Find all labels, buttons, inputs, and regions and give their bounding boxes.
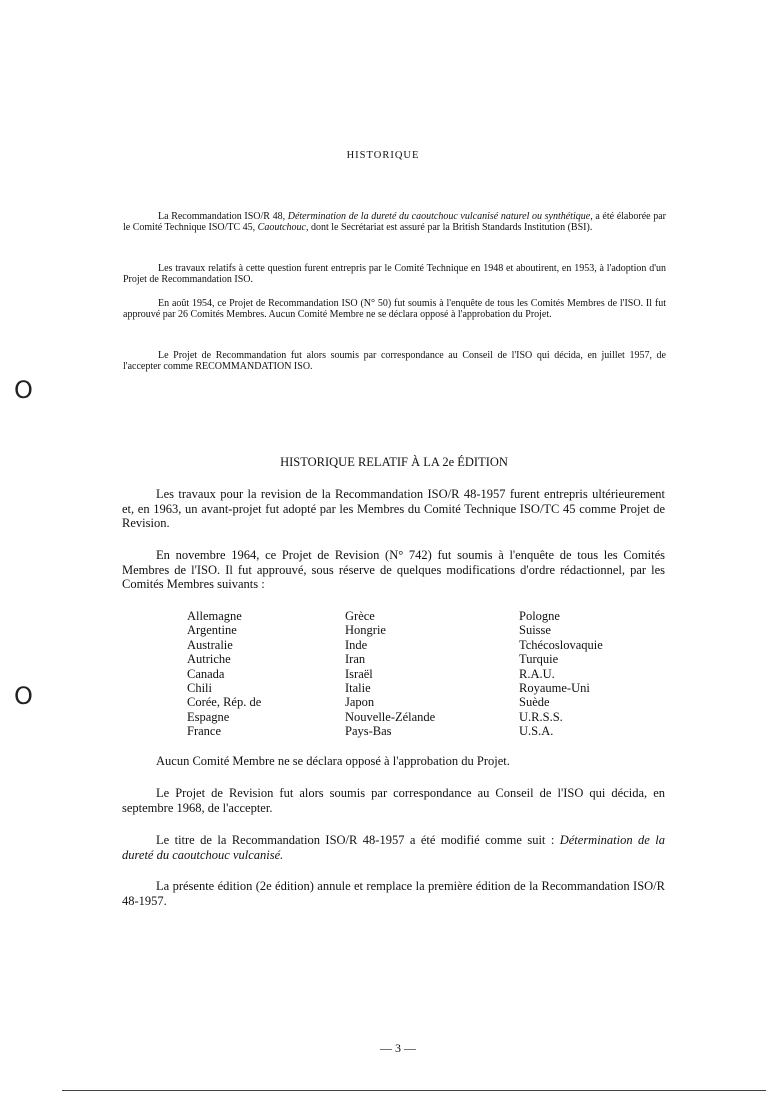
para-text: , dont le Secrétariat est assuré par la British Standards Institution (BSI). (305, 222, 593, 233)
country-list-column-3 (519, 609, 603, 739)
para-text: Le titre de la Recommandation ISO/R 48-1957 a été modifié comme suit : (156, 833, 560, 847)
page-number: — 3 — (380, 1041, 416, 1055)
country-item: France (187, 724, 222, 739)
country-item: Japon (345, 695, 375, 710)
historique-paragraph-3 (123, 298, 666, 320)
country-item: Nouvelle-Zélande (345, 709, 436, 724)
country-item: R.A.U. (519, 666, 555, 681)
country-list-column-2 (345, 609, 435, 739)
country-item: Royaume-Uni (519, 681, 590, 696)
country-item: Australie (187, 637, 233, 652)
historique2-paragraph-3 (122, 754, 665, 769)
country-item: U.R.S.S. (519, 709, 563, 724)
country-item: Tchécoslovaquie (519, 637, 603, 652)
para-text: Les travaux relatifs à cette question furent entrepris par le Comité Technique en 1948 et aboutirent, en 1953, à l'adoption d'un Projet de Recommandation ISO. (123, 263, 666, 285)
para-text: La Recommandation ISO/R 48, (158, 211, 288, 222)
country-item: Corée, Rép. de (187, 695, 262, 710)
historique-paragraph-4 (123, 350, 666, 372)
country-item: U.S.A. (519, 724, 554, 739)
historique2-paragraph-4 (122, 786, 665, 815)
country-item: Pays-Bas (345, 724, 392, 739)
country-item: Allemagne (187, 609, 242, 623)
country-item: Hongrie (345, 623, 386, 638)
country-item: Israël (345, 666, 373, 681)
para-text: , a été élaborée par le Comité Technique ISO/TC 45, (123, 211, 666, 233)
country-item: Autriche (187, 652, 231, 667)
para-text: En novembre 1964, ce Projet de Revision (N° 742) fut soumis à l'enquête de tous les Comités Membres de l'ISO. Il fut approuvé, sous réserve de quelques modifications d'ordre rédactionnel, par les Comités Membres suivants : (122, 548, 665, 591)
country-item: Suisse (519, 623, 551, 638)
historique2-paragraph-1 (122, 487, 665, 531)
section-title-historique: HISTORIQUE (346, 150, 420, 161)
country-item: Canada (187, 666, 225, 681)
country-item: Italie (345, 681, 371, 696)
page-bottom-rule (62, 1090, 766, 1091)
para-text: Le Projet de Recommandation fut alors soumis par correspondance au Conseil de l'ISO qui décida, en juillet 1957, de l'accepter comme RECOMMANDATION ISO. (123, 350, 666, 372)
country-item: Inde (345, 637, 368, 652)
para-text: Les travaux pour la revision de la Recommandation ISO/R 48-1957 furent entrepris ultérieurement et, en 1963, un avant-projet fut adopté par les Membres du Comité Technique ISO/TC 45 comme Projet de Revision. (122, 487, 665, 530)
country-item: Suède (519, 695, 550, 710)
historique2-paragraph-6 (122, 879, 665, 908)
country-list-column-1 (187, 609, 261, 739)
historique-paragraph-1 (123, 211, 666, 233)
section-title-historique-2e-edition: HISTORIQUE RELATIF À LA 2e ÉDITION (280, 455, 508, 469)
standard-title-italic: Détermination de la dureté du caoutchouc vulcanisé naturel ou synthétique (287, 211, 591, 222)
para-text: La présente édition (2e édition) annule et remplace la première édition de la Recommandation ISO/R 48-1957. (122, 879, 665, 908)
country-item: Espagne (187, 709, 230, 724)
country-item: Iran (345, 652, 366, 667)
para-text: En août 1954, ce Projet de Recommandation ISO (N° 50) fut soumis à l'enquête de tous les Comités Membres de l'ISO. Il fut approuvé par 26 Comités Membres. Aucun Comité Membre ne se déclara opposé à l'approbation du Projet. (123, 298, 666, 320)
historique2-paragraph-2 (122, 548, 665, 592)
binding-hole-mark: O (14, 376, 33, 404)
country-item: Chili (187, 681, 213, 696)
binding-hole-mark: O (14, 682, 33, 710)
country-item: Grèce (345, 609, 375, 623)
country-item: Pologne (519, 609, 560, 623)
historique2-paragraph-5 (122, 833, 665, 862)
para-text: Le Projet de Revision fut alors soumis par correspondance au Conseil de l'ISO qui décida, en septembre 1968, de l'accepter. (122, 786, 665, 815)
new-title-italic: Détermination de la dureté du caoutchouc vulcanisé. (122, 833, 665, 862)
historique-paragraph-2 (123, 263, 666, 285)
committee-name-italic: Caoutchouc (257, 222, 306, 233)
country-item: Argentine (187, 623, 237, 638)
country-item: Turquie (519, 652, 559, 667)
para-text: Aucun Comité Membre ne se déclara opposé à l'approbation du Projet. (156, 754, 510, 768)
